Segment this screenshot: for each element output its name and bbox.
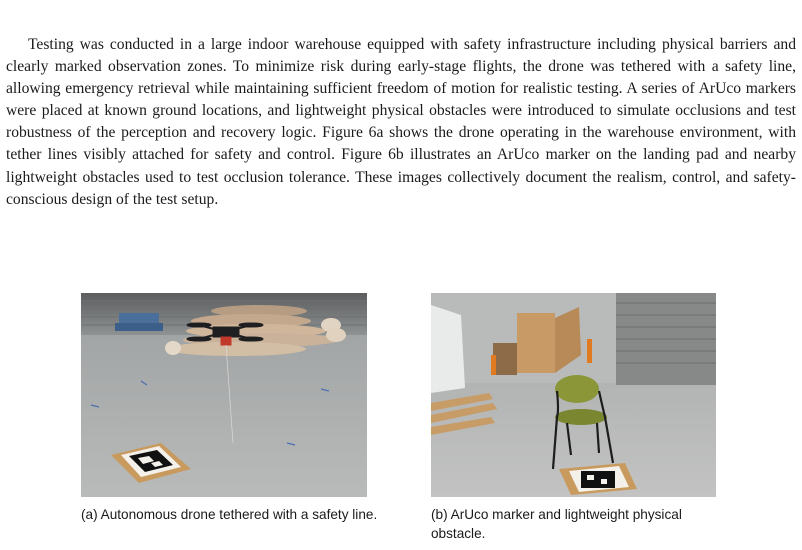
figure-6b	[431, 293, 716, 543]
photo-aruco-obstacle	[431, 293, 716, 497]
figure-6b-caption: (b) ArUco marker and lightweight physical obstacle.	[431, 507, 682, 541]
photo-drone-tethered	[81, 293, 367, 497]
figure-6a-caption: (a) Autonomous drone tethered with a safety line.	[81, 507, 378, 522]
body-paragraph: Testing was conducted in a large indoor warehouse equipped with safety infrastructure including physical barriers and clearly marked observation zones. To minimize risk during early-stage flights, the drone was tethered with a safety line, allowing emergency retrieval while maintaining sufficient freedom of motion for realistic testing. A series of ArUco markers were placed at known ground locations, and lightweight physical obstacles were introduced to simulate occlusions and test robustness of the perception and recovery logic. Figure 6a shows the drone operating in the warehouse environment, with tether lines visibly attached for safety and control. Figure 6b illustrates an ArUco marker on the landing pad and nearby lightweight obstacles used to test occlusion tolerance. These images collectively document the realism, control, and safety-conscious design of the test setup.	[6, 36, 796, 208]
figure-6a	[81, 293, 378, 524]
page-top-edge	[0, 0, 802, 3]
